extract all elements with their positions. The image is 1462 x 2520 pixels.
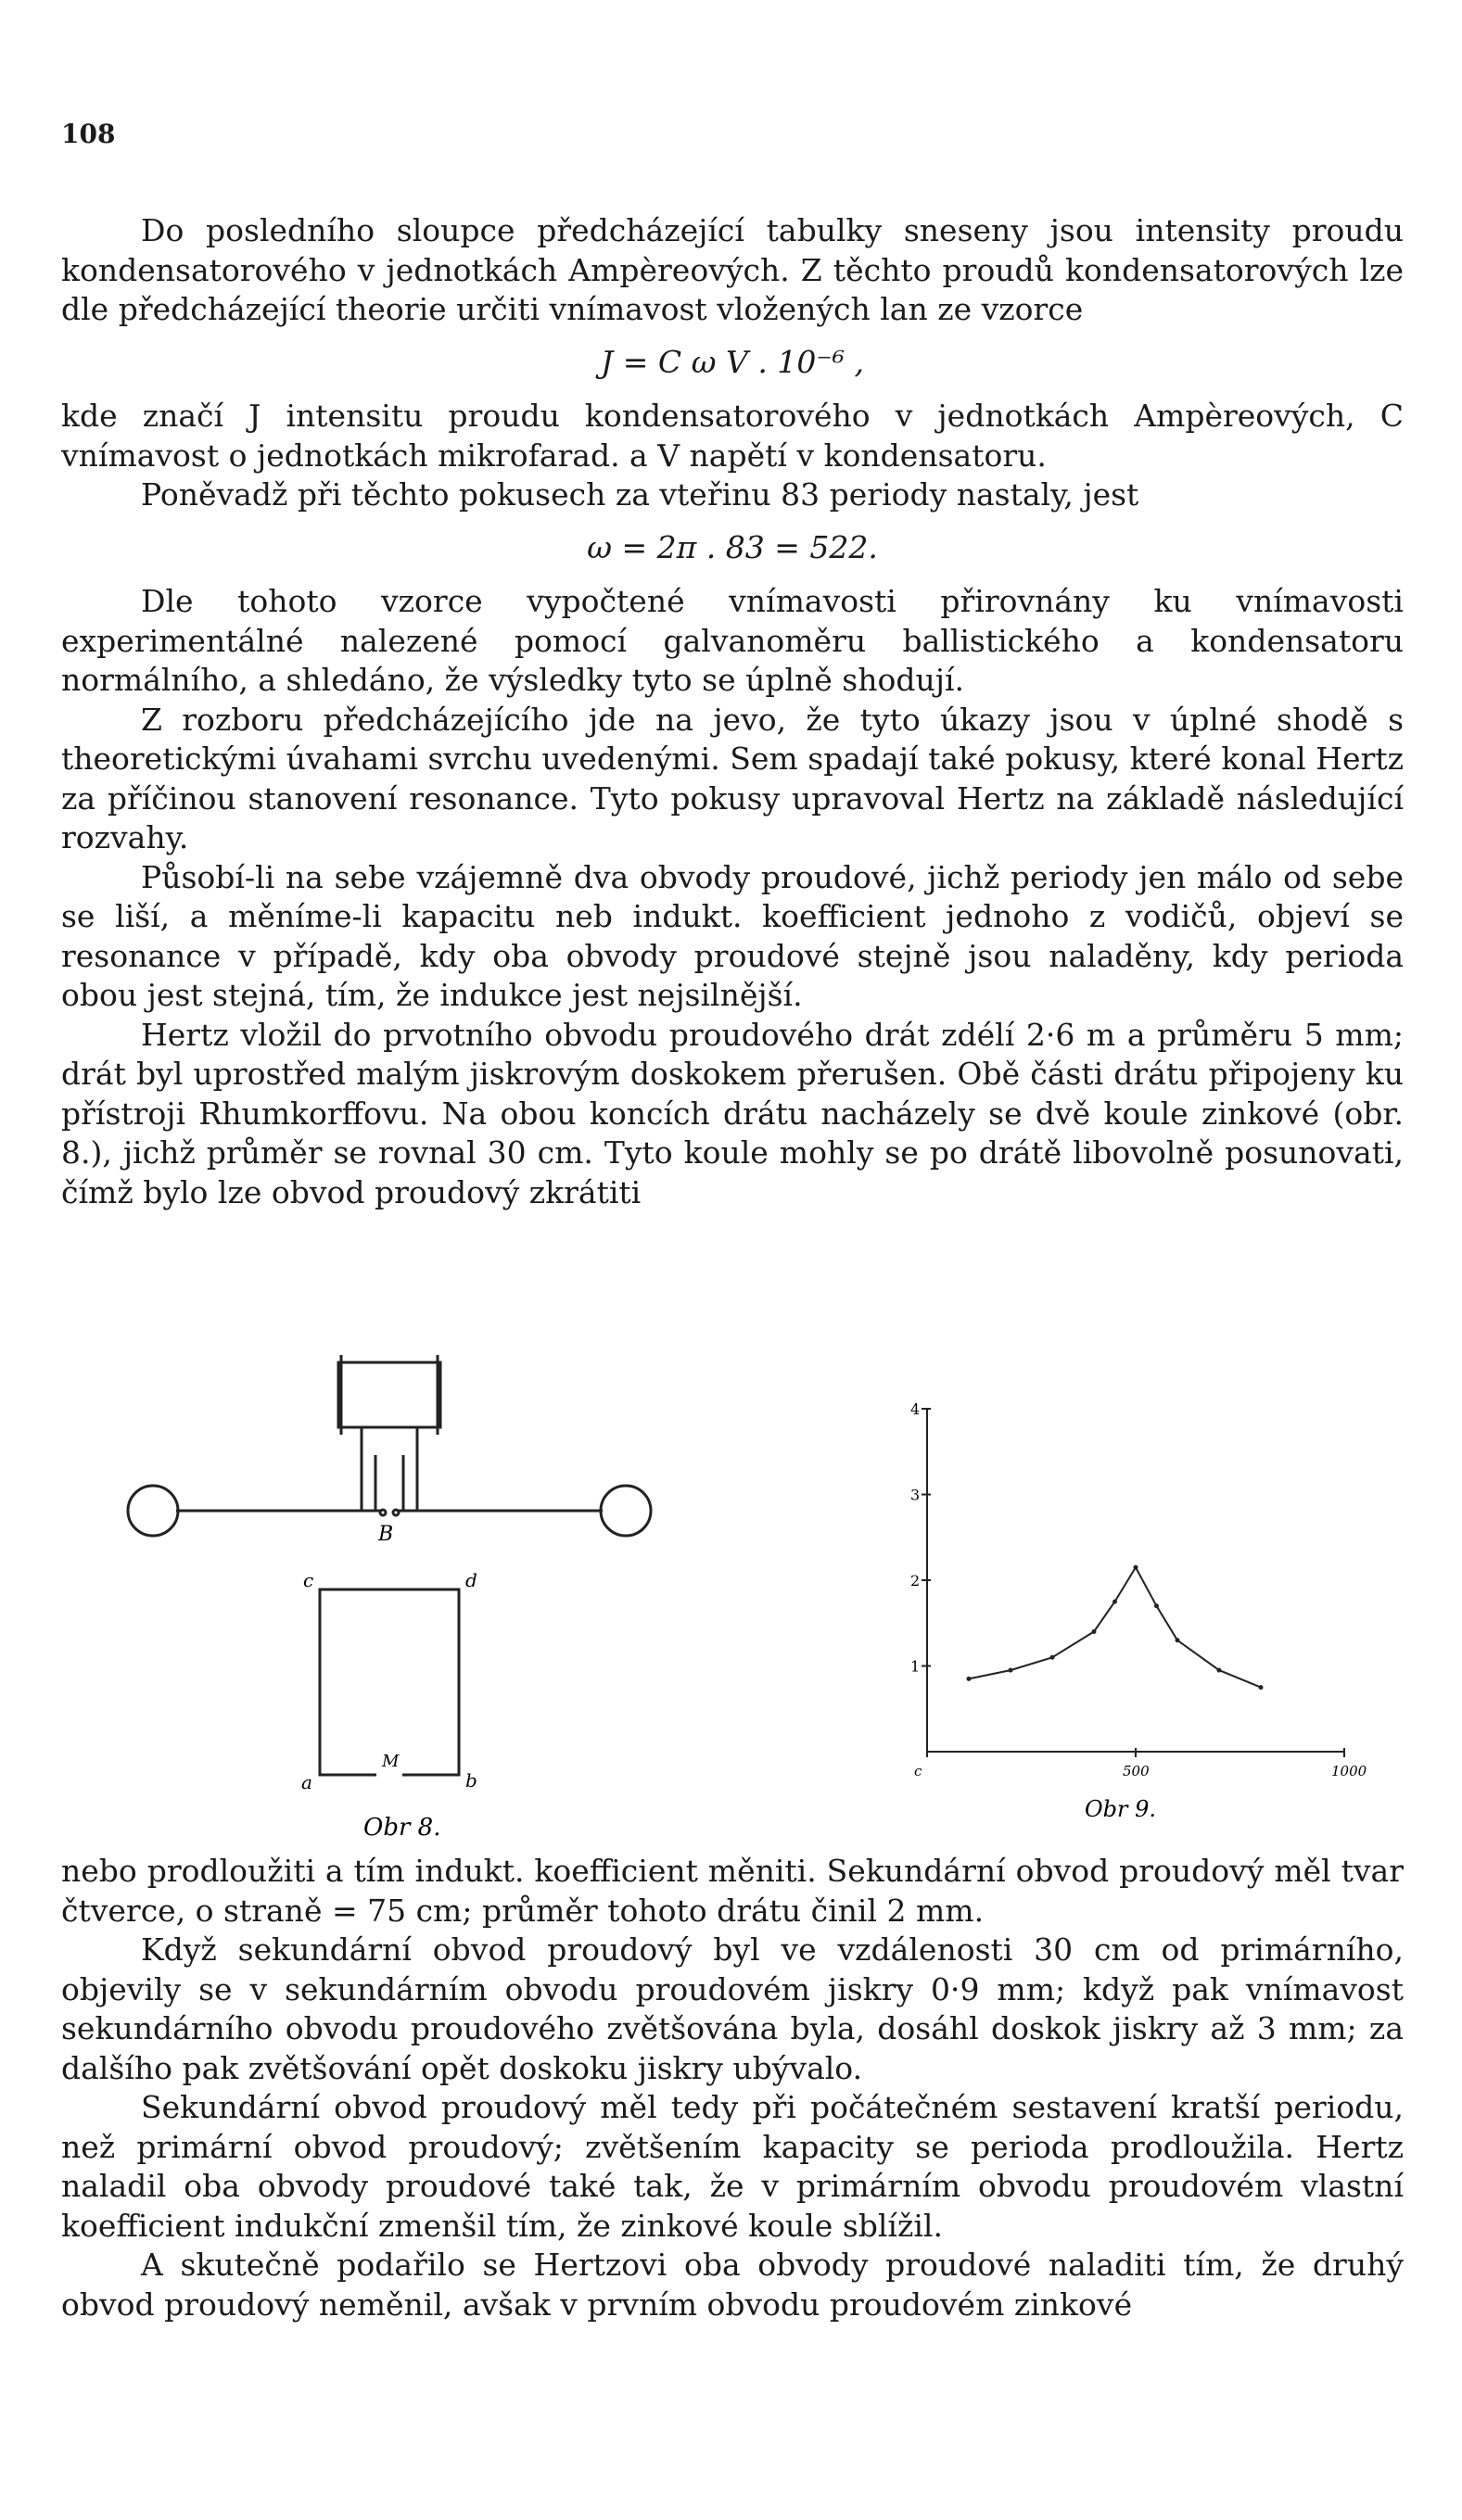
- spark-gap: [380, 1510, 386, 1515]
- y-tick-label: 2: [910, 1572, 921, 1589]
- figure-9-caption: Obr 9.: [1085, 1796, 1157, 1822]
- text-block-top: [61, 211, 1404, 1212]
- paragraph: A skutečně podařilo se Hertzovi oba obvody proudové naladiti tím, že druhý obvod proudový neměnil, avšak v prvním obvodu proudovém zinkové: [61, 2247, 1404, 2323]
- figure-9-chart: [871, 1390, 1372, 1835]
- y-tick-label: 1: [910, 1657, 921, 1676]
- data-point: [1112, 1600, 1117, 1604]
- formula-omega: ω = 2π . 83 = 522.: [587, 528, 878, 565]
- x-tick-label: 1000: [1331, 1763, 1367, 1779]
- label-M: M: [382, 1752, 400, 1771]
- y-tick-label: 3: [910, 1486, 921, 1504]
- label-B: B: [378, 1523, 394, 1546]
- label-d: d: [465, 1569, 477, 1591]
- data-point: [1154, 1603, 1159, 1608]
- x-tick-label: 500: [1123, 1763, 1150, 1779]
- figure-8-caption: Obr 8.: [363, 1814, 441, 1842]
- paragraph: Působí-li na sebe vzájemně dva obvody proudové, jichž periody jen málo od sebe se liší, a měníme-li kapacitu neb indukt. koefficient jednoho z vodičů, objeví se resonance v případě, kdy oba obvody proudové stejně jsou naladěny, kdy perioda obou jest stejná, tím, že indukce jest nejsilnější.: [61, 858, 1404, 1013]
- page-number: 108: [61, 119, 116, 149]
- formula-intensity: J = C ω V . 10⁻⁶ ,: [601, 343, 864, 380]
- paragraph: Do posledního sloupce předcházející tabulky sneseny jsou intensity proudu kondensatorového v jednotkách Ampèreových. Z těchto proudů kondensatorových lze dle předcházející theorie určiti vnímavost vložených lan ze vzorce: [61, 212, 1404, 327]
- paragraph: nebo prodloužiti a tím indukt. koefficient měniti. Sekundární obvod proudový měl tvar čtverce, o straně = 75 cm; průměr tohoto drátu činil 2 mm.: [61, 1853, 1404, 1929]
- paragraph: kde značí J intensitu proudu kondensatorového v jednotkách Ampèreových, C vnímavost o jednotkách mikrofarad. a V napětí v kondensatoru.: [61, 398, 1404, 474]
- data-point: [1134, 1565, 1138, 1570]
- data-point: [1217, 1668, 1222, 1673]
- paragraph: Sekundární obvod proudový měl tedy při počátečném sestavení kratší periodu, než primární obvod proudový; zvětšením kapacity se perioda prodloužila. Hertz naladil oba obvody proudové také tak, že v primárním obvodu proudovém vlastní koefficient indukční zmenšil tím, že zinkové koule sblížil.: [61, 2089, 1404, 2244]
- x-tick-label: c: [914, 1763, 922, 1779]
- paragraph: Když sekundární obvod proudový byl ve vzdálenosti 30 cm od primárního, objevily se v sekundárním obvodu proudovém jiskry 0·9 mm; když pak vnímavost sekundárního obvodu proudového zvětšována byla, dosáhl doskok jiskry až 3 mm; za dalšího pak zvětšování opět doskoku jiskry ubývalo.: [61, 1931, 1404, 2086]
- data-point: [1176, 1638, 1180, 1642]
- figure-8: [111, 1335, 686, 1854]
- text-block-bottom: [61, 1852, 1404, 2324]
- paragraph: Dle tohoto vzorce vypočtené vnímavosti přirovnány ku vnímavosti experimentálné nalezené pomocí galvanoměru ballistického a kondensatoru normálního, a shledáno, že výsledky tyto se úplně shodují.: [61, 583, 1404, 698]
- data-point: [967, 1677, 972, 1681]
- zinc-sphere-left: [128, 1486, 178, 1536]
- data-point: [1009, 1668, 1013, 1673]
- y-tick-label: 4: [910, 1400, 921, 1418]
- data-point: [1050, 1655, 1055, 1660]
- paragraph: Poněvadž při těchto pokusech za vteřinu 83 periody nastaly, jest: [141, 476, 1139, 513]
- paragraph: Z rozboru předcházejícího jde na jevo, že tyto úkazy jsou v úplné shodě s theoretickými úvahami svrchu uvedenými. Sem spadají také pokusy, které konal Hertz za příčinou stanovení resonance. Tyto pokusy upravoval Hertz na základě následující rozvahy.: [61, 701, 1404, 855]
- coil-box: [338, 1362, 440, 1427]
- paragraph: Hertz vložil do prvotního obvodu proudového drát zdélí 2·6 m a průměru 5 mm; drát byl uprostřed malým jiskrovým doskokem přerušen. Obě části drátu připojeny ku přístroji Rhumkorffovu. Na obou koncích drátu nacházely se dvě koule zinkové (obr. 8.), jichž průměr se rovnal 30 cm. Tyto koule mohly se po drátě libovolně posunovati, čímž bylo lze obvod proudový zkrátiti: [61, 1016, 1404, 1210]
- label-a: a: [301, 1771, 312, 1793]
- label-b: b: [465, 1769, 477, 1792]
- secondary-circuit: [320, 1589, 459, 1775]
- data-point: [1259, 1685, 1264, 1690]
- label-c: c: [303, 1569, 314, 1591]
- data-point: [1092, 1629, 1097, 1634]
- zinc-sphere-right: [601, 1486, 651, 1536]
